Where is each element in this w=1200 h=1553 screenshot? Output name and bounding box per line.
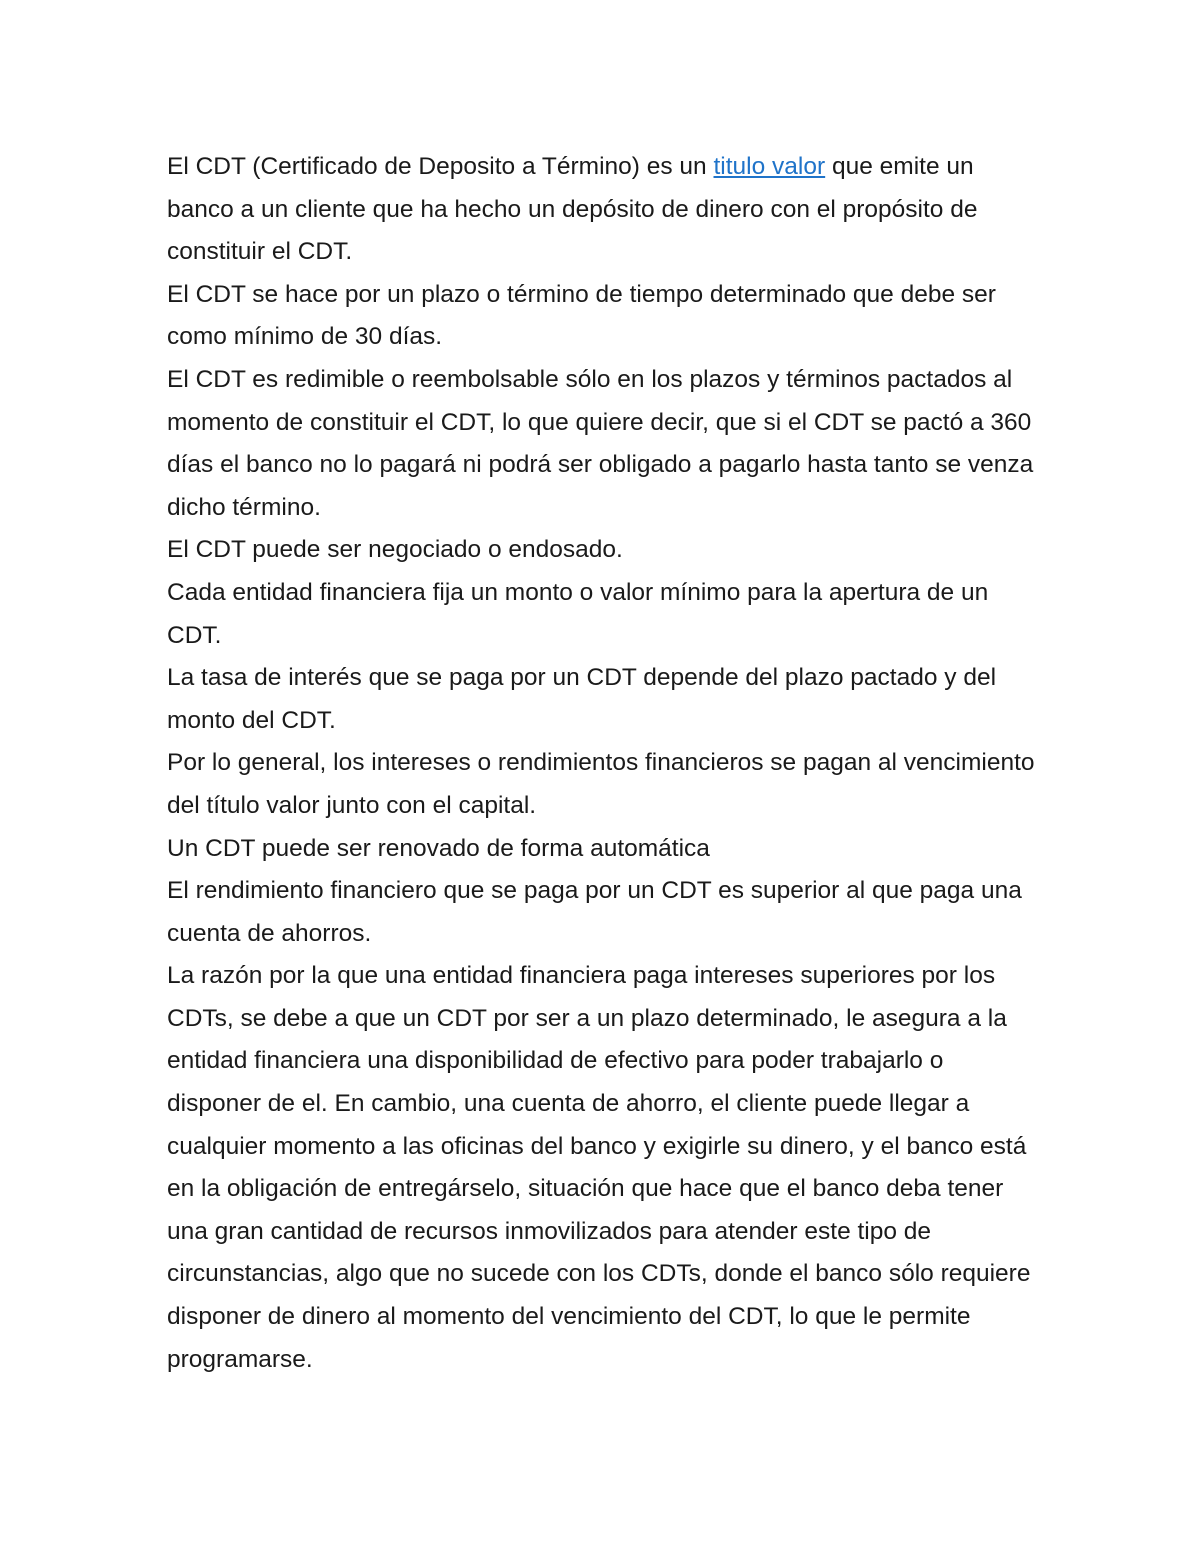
paragraph-tasa-interes: La tasa de interés que se paga por un CDT depende del plazo pactado y del monto del CDT. [167,664,997,734]
paragraph-negociado: El CDT puede ser negociado o endosado. [167,536,623,564]
paragraph-text: El CDT (Certificado de Deposito a Término) es un [167,153,714,180]
paragraph-definition [167,146,1037,274]
paragraph-intereses: Por lo general, los intereses o rendimientos financieros se pagan al vencimiento del título valor junto con el capital. [167,749,1035,819]
paragraph-monto-minimo: Cada entidad financiera fija un monto o valor mínimo para la apertura de un CDT. [167,578,989,649]
document-body [167,146,1037,1381]
paragraph-rendimiento: El rendimiento financiero que se paga por un CDT es superior al que paga una cuenta de ahorros. [167,877,1022,947]
paragraph-razon: La razón por la que una entidad financiera paga intereses superiores por los CDTs, se debe a que un CDT por ser a un plazo determinado, le asegura a la entidad financiera una disponibilidad de efectivo para poder trabajarlo o disponer de el. En cambio, una cuenta de ahorro, el cliente puede llegar a cualquier momento a las oficinas del banco y exigirle su dinero, y el banco está en la obligación de entregárselo, situación que hace que el banco deba tener una gran cantidad de recursos inmovilizados para atender este tipo de circunstancias, algo que no sucede con los CDTs, donde el banco sólo requiere disponer de dinero al momento del vencimiento del CDT, lo que le permite programarse. [167,962,1031,1373]
paragraph-renovacion: Un CDT puede ser renovado de forma automática [167,834,710,862]
paragraph-redimible: El CDT es redimible o reembolsable sólo en los plazos y términos pactados al momento de constituir el CDT, lo que quiere decir, que si el CDT se pactó a 360 días el banco no lo pagará ni podrá ser obligado a pagarlo hasta tanto se venza dicho término. [167,365,1034,521]
paragraph-plazo: El CDT se hace por un plazo o término de tiempo determinado que debe ser como mínimo de 30 días. [167,280,996,351]
paragraph-text: que emite un banco a un cliente que ha hecho un depósito de dinero con el propósito de constituir el CDT. [167,153,978,266]
titulo-valor-link[interactable]: titulo valor [713,153,826,180]
